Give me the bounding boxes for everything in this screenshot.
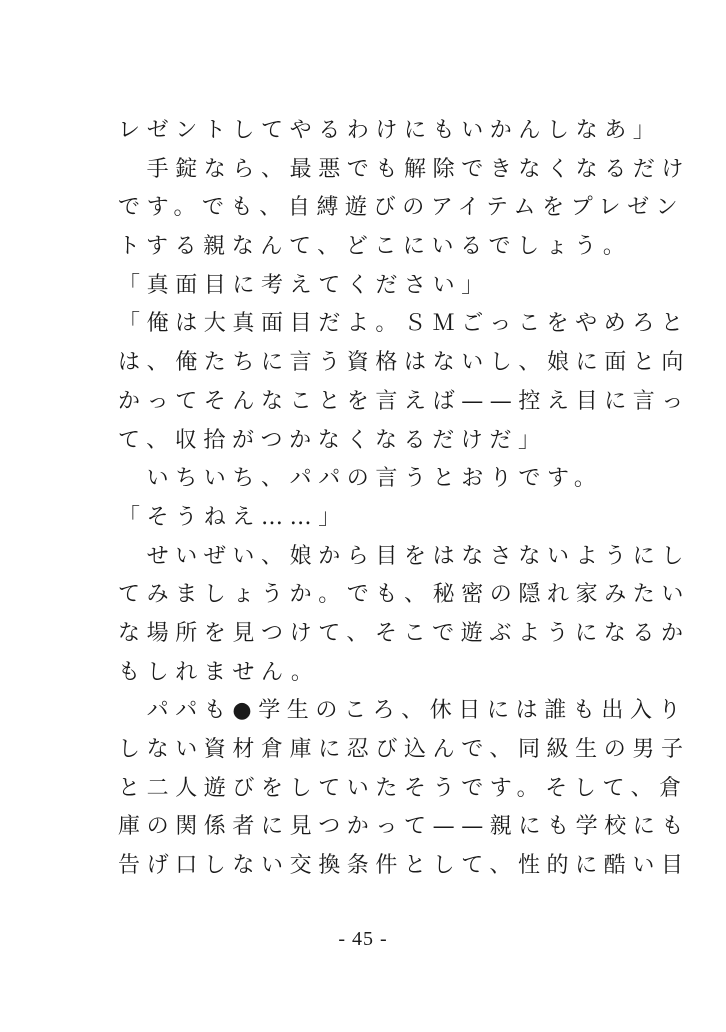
text-line: せいぜい、娘から目をはなさないようにし bbox=[118, 543, 691, 569]
text-line: てみましょうか。でも、秘密の隠れ家みたい bbox=[118, 582, 691, 608]
text-line: 手錠なら、最悪でも解除できなくなるだけ bbox=[118, 156, 691, 182]
text-line: です。でも、自縛遊びのアイテムをプレゼン bbox=[118, 195, 685, 221]
text-line: しない資材倉庫に忍び込んで、同級生の男子 bbox=[118, 737, 690, 762]
text-line: 「そうねえ……」 bbox=[118, 504, 347, 530]
text-line: 「真面目に考えてください」 bbox=[118, 272, 490, 298]
text-line: 「俺は大真面目だよ。ＳＭごっこをやめろと bbox=[118, 311, 690, 337]
text-line: と二人遊びをしていたそうです。そして、倉 bbox=[118, 775, 688, 801]
text-line: な場所を見つけて、そこで遊ぶようになるか bbox=[118, 620, 690, 646]
body-text bbox=[118, 112, 691, 886]
text-line: 庫の関係者に見つかって——親にも学校にも bbox=[118, 814, 691, 840]
text-line: もしれません。 bbox=[118, 659, 320, 685]
text-line: かってそんなことを言えば——控え目に言っ bbox=[118, 388, 691, 414]
text-line: いちいち、パパの言うとおりです。 bbox=[118, 466, 603, 492]
text-line: 告げ口しない交換条件として、性的に酷い目 bbox=[118, 853, 690, 879]
text-line: て、収拾がつかなくなるだけだ」 bbox=[118, 427, 547, 453]
text-line: トする親なんて、どこにいるでしょう。 bbox=[118, 234, 632, 260]
page-number: - 45 - bbox=[338, 928, 388, 950]
text-line: レゼントしてやるわけにもいかんしなあ」 bbox=[118, 118, 662, 143]
text-line: は、俺たちに言う資格はないし、娘に面と向 bbox=[118, 350, 691, 376]
text-line: パパも●学生のころ、休日には誰も出入り bbox=[118, 698, 688, 724]
